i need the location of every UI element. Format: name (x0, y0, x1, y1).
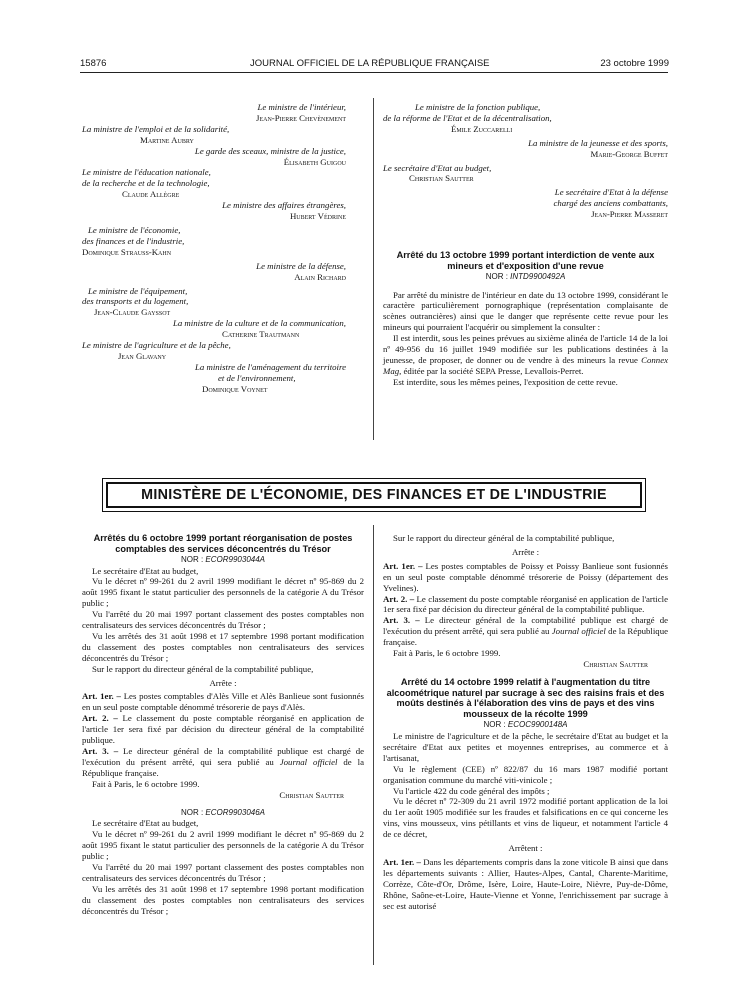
signatory-title: La ministre de l'aménagement du territoire (194, 361, 346, 372)
paragraph: Vu le décret nº 99-261 du 2 avril 1999 modifiant le décret nº 95-869 du 2 août 1995 fixant le statut particulier des personnels de la catégorie A du Trésor public ; (82, 576, 364, 609)
signatory-title: de la recherche et de la technologie, (82, 178, 210, 189)
signatory-title: Le ministre de l'agriculture et de la pêche, (82, 340, 231, 351)
signatory-title: des finances et de l'industrie, (82, 235, 185, 246)
ministry-banner: MINISTÈRE DE L'ÉCONOMIE, DES FINANCES ET DE L'INDUSTRIE (106, 482, 642, 508)
date-line: Fait à Paris, le 6 octobre 1999. (92, 778, 200, 789)
column-divider-top (373, 98, 374, 440)
signatory-title: Le garde des sceaux, ministre de la justice, (194, 145, 346, 156)
signatory-title: La ministre de la culture et de la communication, (172, 318, 346, 329)
paragraph: Vu les arrêtés des 31 août 1998 et 17 septembre 1998 portant modification du classement des postes comptables non centralisateurs des services déconcentrés du Trésor ; (82, 630, 364, 663)
signatory-name: Dominique Strauss-Kahn (82, 246, 172, 257)
signatory-name: Jean-Pierre Masseret (591, 209, 668, 220)
signatory-name: Martine Aubry (140, 134, 194, 145)
nor-reference: NOR : ECOR9903044A (180, 554, 266, 564)
signatory-name: Christian Sautter (583, 658, 648, 669)
signatory-title: Le ministre de l'économie, (88, 224, 181, 235)
signatory-name: Alain Richard (294, 271, 346, 282)
nor-reference: NOR : ECOR9903046A (180, 807, 266, 817)
signatory-title: Le ministre de l'éducation nationale, (82, 167, 211, 178)
bottom-left-column (82, 533, 364, 917)
paragraph: Le secrétaire d'Etat au budget, (92, 565, 199, 576)
signatory-title: La ministre de l'emploi et de la solidarité, (82, 123, 230, 134)
arrete-title: Arrêté du 14 octobre 1999 relatif à l'augmentation du titre alcoométrique naturel par sucrage à sec des raisins frais et des moûts destinés à l'élaboration des vins de pays et des vins mousseux de la récolte 1999 (386, 676, 665, 720)
article: Art. 1er. – Dans les départements compris dans la zone viticole B ainsi que dans les départements suivants : Allier, Hautes-Alpes, Cantal, Charente-Maritime, Corrèze, Côte-d'Or, Drôme, Isère, Loire, Haute-Loire, Nièvre, Puy-de-Dôme, Rhône, Saône-et-Loire, Haute-Vienne et Yonne, l'enrichissement par sucrage à sec est autorisé (383, 856, 668, 911)
signatory-name: Christian Sautter (409, 173, 474, 184)
paragraph: Le secrétaire d'Etat au budget, (92, 818, 199, 829)
signatures-left (82, 102, 346, 395)
article: Art. 1er. – Les postes comptables de Poissy et Poissy Banlieue sont fusionnés en un seul poste comptable dénommé trésorerie de Poissy (département des Yvelines). (383, 560, 668, 593)
paragraph: Vu l'arrêté du 20 mai 1997 portant classement des postes comptables non centralisateurs des services déconcentrés du Trésor ; (82, 609, 364, 631)
page-header (0, 58, 731, 72)
signatory-title: Le ministre de l'intérieur, (257, 102, 346, 112)
paragraph: Vu l'arrêté du 20 mai 1997 portant classement des postes comptables non centralisateurs des services déconcentrés du Trésor ; (82, 862, 364, 883)
signatory-name: Émile Zuccarelli (451, 123, 513, 134)
paragraph: Vu les arrêtés des 31 août 1998 et 17 septembre 1998 portant modification du classement des postes comptables non centralisateurs des services déconcentrés du Trésor ; (82, 883, 364, 916)
signatory-title: et de l'environnement, (218, 372, 296, 383)
signatory-title: Le ministre des affaires étrangères, (222, 200, 346, 211)
paragraph: Par arrêté du ministre de l'intérieur en date du 13 octobre 1999, considérant le caractère particulièrement pornographique (représentation complaisante de scènes outrancières) ainsi que le danger que représente cette revue pour les mineurs qui pourraient l'acquérir ou simplement la consulter : (383, 289, 668, 333)
signatory-name: Christian Sautter (279, 789, 344, 800)
issue-date: 23 octobre 1999 (600, 58, 669, 69)
paragraph: Vu l'article 422 du code général des impôts ; (393, 785, 550, 796)
signatory-title: La ministre de la jeunesse et des sports, (528, 137, 668, 148)
article: Art. 2. – Le classement du poste comptable réorganisé en application de l'article 1er sera fixé par décision du directeur général de la comptabilité publique. (82, 713, 364, 746)
paragraph: Le ministre de l'agriculture et de la pêche, le secrétaire d'Etat au budget et la secrétaire d'Etat aux petites et moyennes entreprises, au commerce et à l'artisanat, (383, 730, 668, 763)
signatory-name: Claude Allègre (122, 189, 180, 200)
arrete-heading: Arrêtent : (508, 843, 543, 854)
signatory-title: Le ministre de la défense, (256, 260, 346, 271)
top-right-column (383, 102, 668, 388)
signatory-name: Catherine Trautmann (222, 329, 300, 340)
paragraph: Vu le décret nº 99-261 du 2 avril 1999 modifiant le décret nº 95-869 du 2 août 1995 fixant le statut particulier des personnels de la catégorie A du Trésor public ; (82, 829, 364, 862)
article: Art. 3. – Le directeur général de la comptabilité publique est chargé de l'exécution du présent arrêté, qui sera publié au Journal officiel de la République française. (383, 615, 668, 648)
nor-reference: NOR : INTD9900492A (485, 271, 566, 281)
article: Art. 3. – Le directeur général de la comptabilité publique est chargé de l'exécution du présent arrêté, qui sera publié au Journal officiel de la République française. (82, 746, 364, 778)
paragraph: Il est interdit, sous les peines prévues au sixième alinéa de l'article 14 de la loi nº 49-956 du 16 juillet 1949 modifiée sur les publications destinées à la jeunesse, de proposer, de donner ou de vendre à des mineurs la revue Connex Mag, éditée par la société SEPA Presse, Levallois-Perret. (383, 333, 668, 376)
article: Art. 1er. – Les postes comptables d'Alès Ville et Alès Banlieue sont fusionnés en un seul poste comptable dénommé trésorerie de pays d'Alès. (82, 691, 364, 713)
signatory-title: Le ministre de la fonction publique, (415, 102, 541, 112)
paragraph: Sur le rapport du directeur général de la comptabilité publique, (393, 533, 615, 543)
signatory-name: Jean Glavany (118, 350, 167, 361)
signatory-title: Le secrétaire d'Etat à la défense (554, 187, 668, 198)
signatory-title: Le secrétaire d'Etat au budget, (383, 162, 492, 173)
arrete-title: Arrêté du 13 octobre 1999 portant interdiction de vente aux mineurs et d'exposition d'une revue (396, 250, 655, 271)
arrete-heading: Arrête : (209, 677, 237, 688)
signatory-name: Jean-Claude Gayssot (94, 307, 171, 318)
arretes-title: Arrêtés du 6 octobre 1999 portant réorganisation de postes comptables des services déconcentrés du Trésor (93, 533, 353, 554)
journal-title: JOURNAL OFFICIEL DE LA RÉPUBLIQUE FRANÇAISE (250, 58, 490, 69)
paragraph: Sur le rapport du directeur général de la comptabilité publique, (92, 663, 314, 674)
nor-reference: NOR : ECOC9900148A (483, 720, 568, 730)
signatory-title: des transports et du logement, (82, 296, 189, 307)
page-number: 15876 (80, 58, 107, 69)
signatory-name: Élisabeth Guigou (283, 156, 346, 167)
signatory-title: Le ministre de l'équipement, (88, 285, 188, 296)
signatory-title: chargé des anciens combattants, (553, 198, 668, 209)
signatory-name: Hubert Védrine (289, 211, 346, 222)
article: Art. 2. – Le classement du poste comptable réorganisé en application de l'article 1er sera fixé par décision du directeur général de la comptabilité publique. (383, 593, 669, 615)
column-divider-bottom (373, 525, 374, 965)
signatory-title: de la réforme de l'Etat et de la décentralisation, (383, 112, 552, 123)
date-line: Fait à Paris, le 6 octobre 1999. (393, 648, 501, 659)
paragraph: Vu le règlement (CEE) nº 822/87 du 16 mars 1987 modifié portant organisation commune du marché viti-vinicole ; (383, 763, 668, 785)
signatory-name: Marie-George Buffet (590, 148, 668, 159)
paragraph: Est interdite, sous les mêmes peines, l'exposition de cette revue. (393, 376, 618, 387)
header-rule (80, 72, 668, 73)
paragraph: Vu le décret nº 72-309 du 21 avril 1972 modifié portant application de la loi du 1er août 1905 modifiée sur les fraudes et falsifications en ce qui concerne les vins, vins mousseux, vins pétillants et vins de liqueur, et notamment l'article 4 de ce décret, (383, 796, 668, 840)
arrete-heading: Arrête : (511, 546, 540, 557)
signatory-name: Jean-Pierre Chevènement (256, 112, 346, 123)
signatory-name: Dominique Voynet (202, 383, 268, 394)
bottom-right-column (383, 533, 668, 911)
